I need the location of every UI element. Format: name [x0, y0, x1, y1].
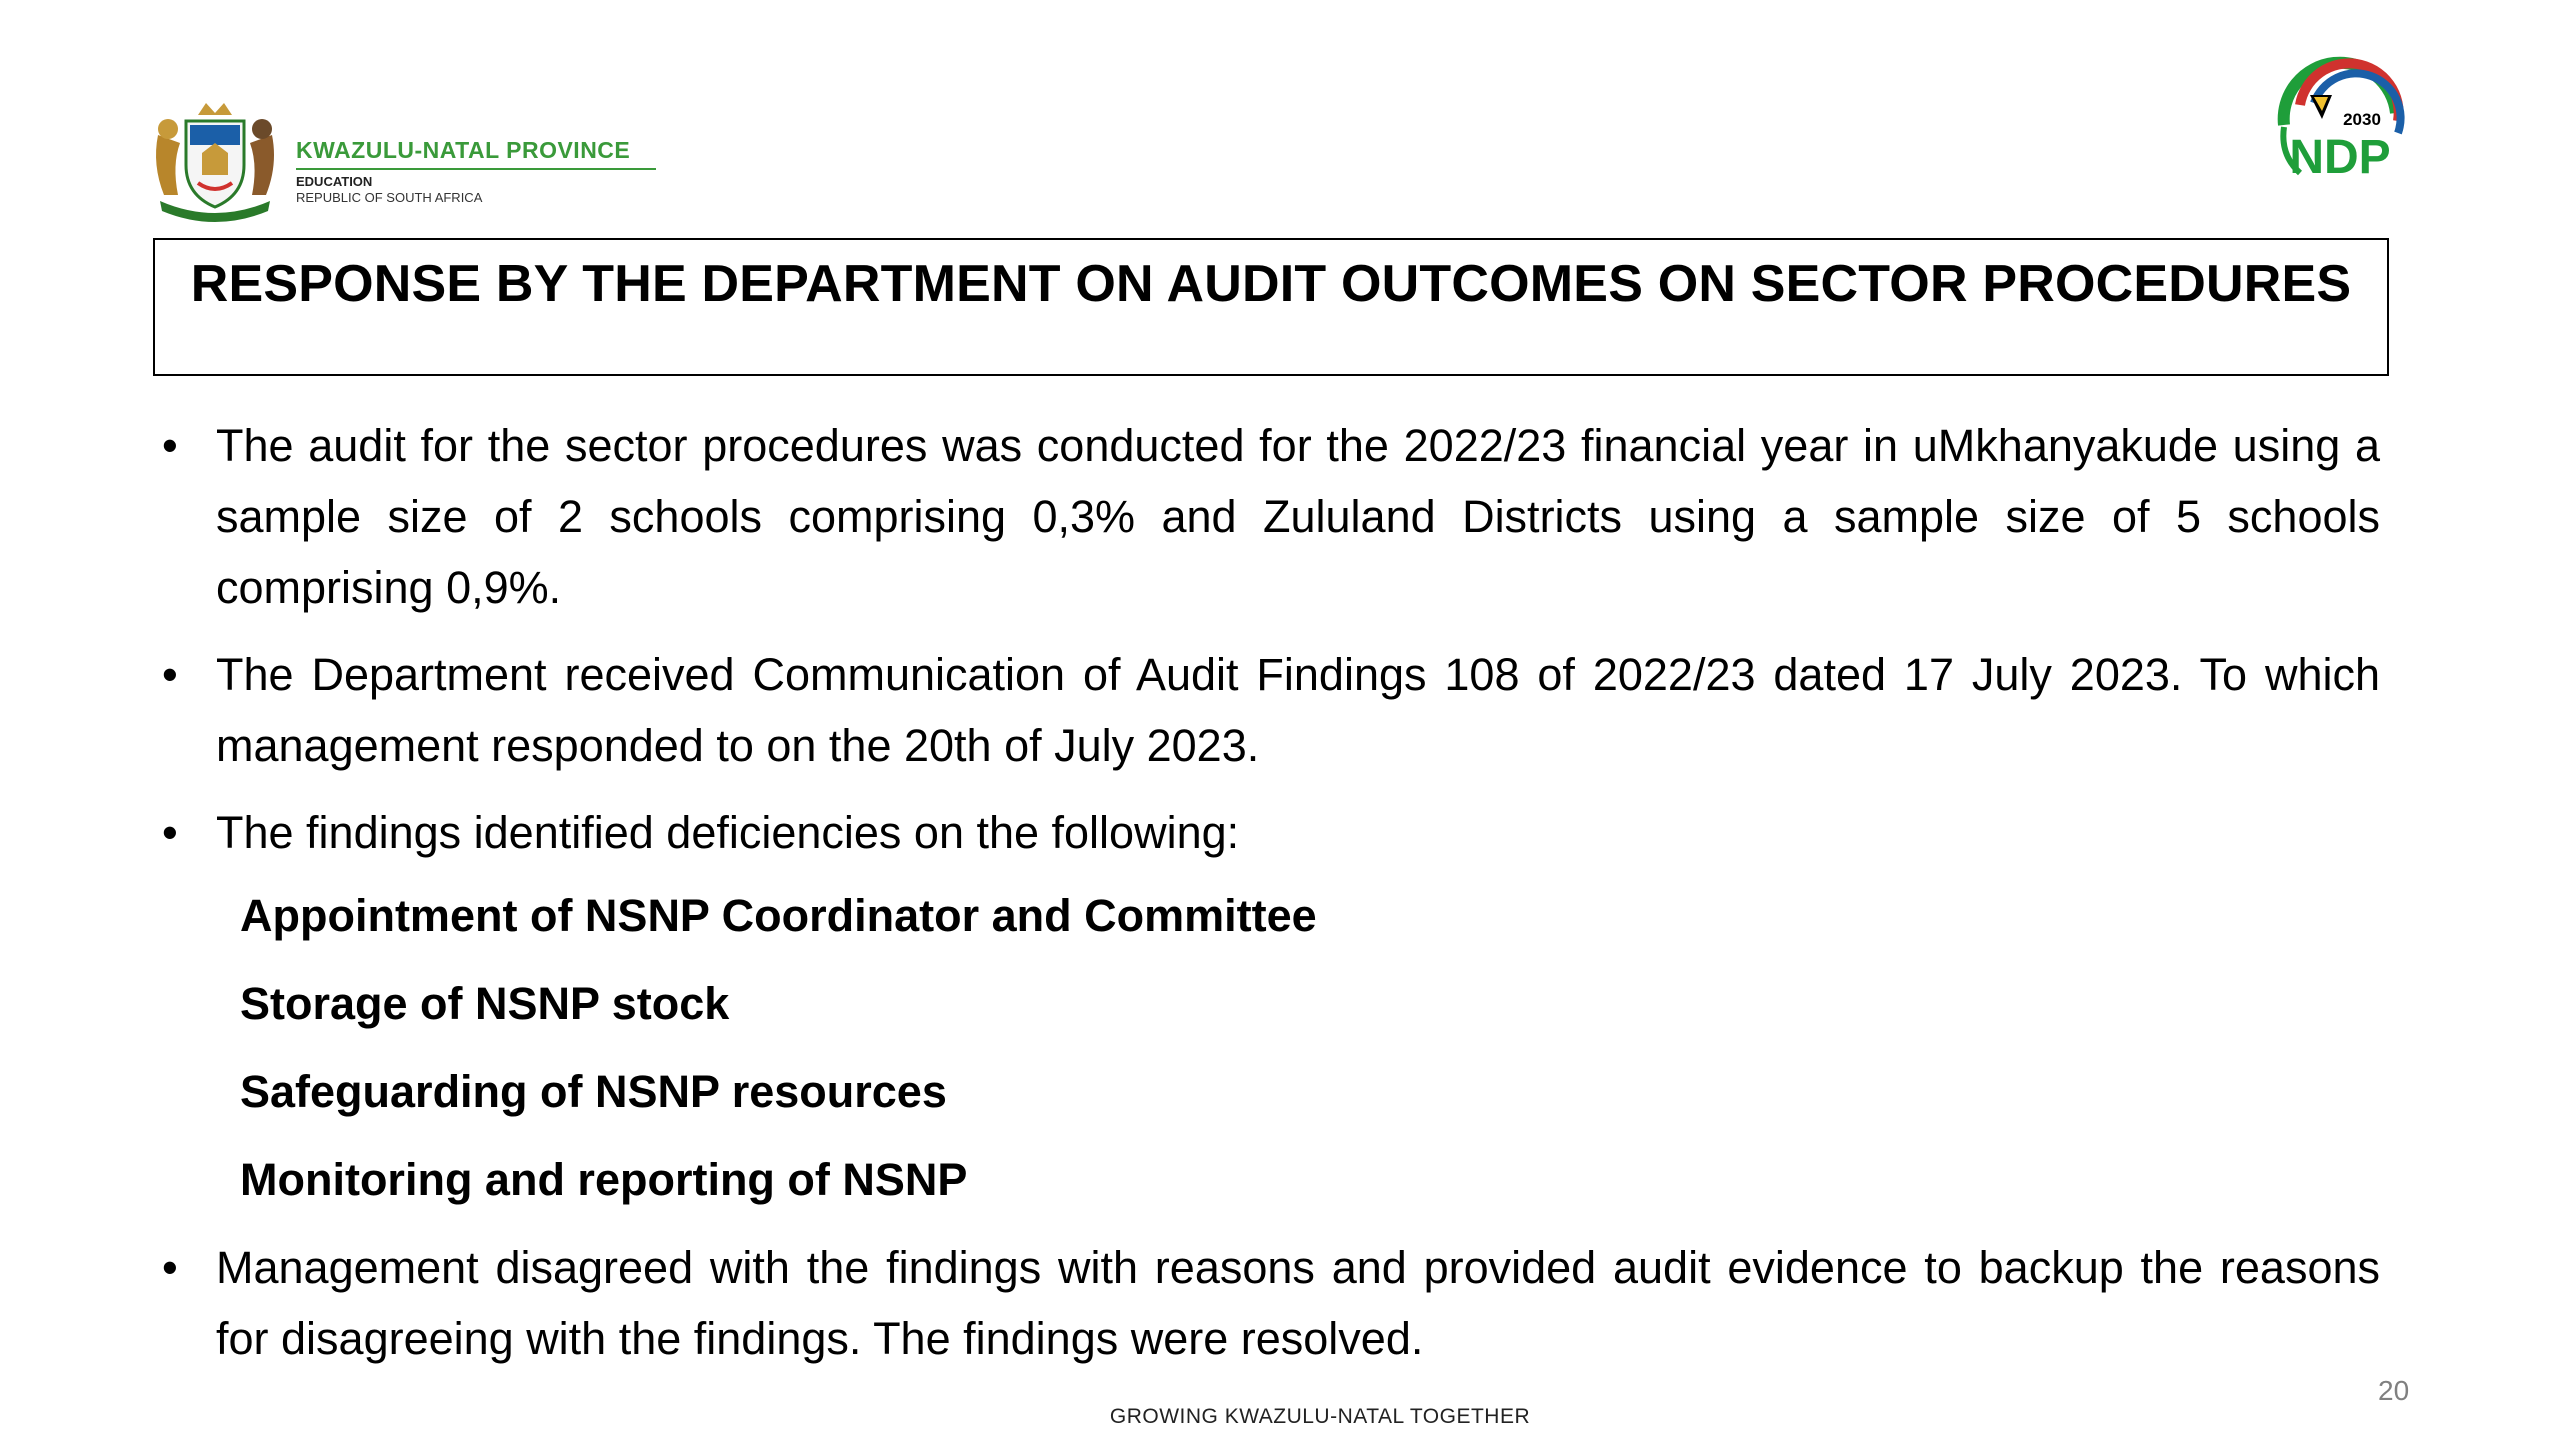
- slide-title: RESPONSE BY THE DEPARTMENT ON AUDIT OUTCOMES ON SECTOR PROCEDURES: [190, 255, 2352, 313]
- bullet-item: [150, 410, 2380, 623]
- deficiency-item: Safeguarding of NSNP resources: [240, 1066, 947, 1117]
- bullet-icon: •: [162, 807, 178, 858]
- province-name: KWAZULU-NATAL PROVINCE: [296, 137, 631, 163]
- bullet-icon: •: [162, 1242, 178, 1293]
- ndp-year: 2030: [2343, 110, 2381, 129]
- bullet-text: The findings identified deficiencies on the following:: [216, 807, 1240, 858]
- divider: [296, 168, 656, 170]
- deficiency-list: [150, 880, 2380, 1215]
- bullet-item: [150, 1232, 2380, 1374]
- deficiency-item: Monitoring and reporting of NSNP: [240, 1154, 968, 1205]
- bullet-text: The audit for the sector procedures was conducted for the 2022/23 financial year in uMkhanyakude using a sample size of 2 schools comprising 0,3% and Zululand Districts using a sample size of 5 schools comprising 0,9%.: [216, 420, 2380, 613]
- page-number: 20: [2378, 1375, 2410, 1406]
- ndp-2030-logo: [2270, 55, 2410, 185]
- title-box: [153, 238, 2389, 376]
- ndp-label: NDP: [2289, 131, 2391, 184]
- bullet-text: The Department received Communication of Audit Findings 108 of 2022/23 dated 17 July 2023. To which management responded to on the 20th of July 2023.: [216, 649, 2380, 771]
- deficiency-item: Storage of NSNP stock: [240, 978, 730, 1029]
- slide-body: [150, 410, 2380, 1390]
- kzn-logo: [150, 95, 680, 223]
- bullet-item: [150, 639, 2380, 781]
- department-name: EDUCATION: [296, 174, 373, 189]
- kzn-coat-of-arms-icon: [150, 95, 280, 223]
- deficiency-item: Appointment of NSNP Coordinator and Committee: [240, 890, 1317, 941]
- bullet-icon: •: [162, 649, 178, 700]
- bullet-icon: •: [162, 420, 178, 471]
- country-name: REPUBLIC OF SOUTH AFRICA: [296, 190, 483, 205]
- bullet-text: Management disagreed with the findings with reasons and provided audit evidence to backup the reasons for disagreeing with the findings. The findings were resolved.: [216, 1242, 2380, 1364]
- bullet-item: [150, 797, 2380, 868]
- footer-tagline: GROWING KWAZULU-NATAL TOGETHER: [1109, 1405, 1531, 1428]
